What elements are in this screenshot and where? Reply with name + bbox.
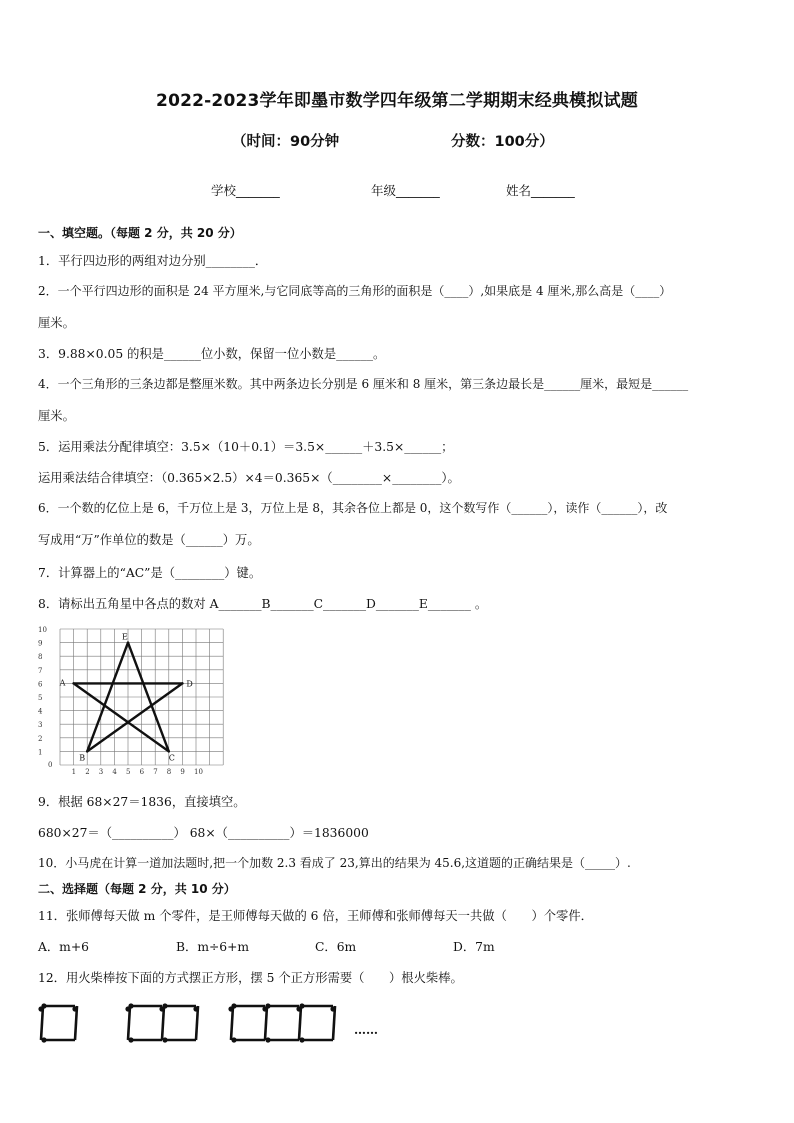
question-2-cont: 厘米。 [38,316,75,330]
school-field[interactable]: 学校_______ [211,183,280,198]
ellipsis: …… [354,1023,378,1037]
y-tick-label: 8 [38,653,43,662]
question-5b: 运用乘法结合律填空：（0.365×2.5）×4＝0.365×（________×________）。 [38,471,460,485]
y-tick-label: 6 [38,680,43,689]
star-grid-figure [36,622,241,780]
y-tick-label: 1 [38,748,43,757]
x-tick-label: 4 [112,768,117,776]
section-heading: 一、填空题。（每题 2 分，共 20 分） [38,226,242,240]
grade-field[interactable]: 年级_______ [371,183,440,198]
name-field[interactable]: 姓名_______ [506,183,575,198]
origin-label: 0 [48,761,53,769]
star-edge [87,683,182,751]
question-9: 9．根据 68×27＝1836，直接填空。 [38,795,246,809]
y-tick-label: 9 [38,639,43,648]
question-11: 11．张师傅每天做 m 个零件，是王师傅每天做的 6 倍，王师傅和张师傅每天一共做（ ）个零件． [38,909,593,923]
x-tick-label: 1 [71,768,77,776]
match-head [162,1037,167,1042]
match-head [125,1006,130,1011]
option-d[interactable]: D．7m [453,940,495,954]
y-tick-label: 10 [38,626,47,634]
page-title: 2022-2023学年即墨市数学四年级第二学期期末经典模拟试题 [156,91,638,111]
match-head [228,1006,233,1011]
match-head [162,1003,167,1008]
score-label: 分数：100分） [451,134,554,150]
y-tick-label: 7 [38,666,43,675]
match-head [265,1037,270,1042]
matchstick-figure [36,1000,396,1050]
point-label-c: C [168,753,175,763]
match-head [38,1006,43,1011]
question-2: 2．一个平行四边形的面积是 24 平方厘米,与它同底等高的三角形的面积是（____）,如果底是 4 厘米,那么高是（____） [38,284,672,298]
match-head [299,1003,304,1008]
y-tick-label: 3 [38,721,43,730]
point-label-a: A [59,678,66,688]
x-tick-label: 2 [85,768,90,776]
x-tick-label: 6 [139,768,145,776]
y-tick-label: 2 [38,734,43,743]
question-4: 4．一个三角形的三条边都是整厘米数。其中两条边长分别是 6 厘米和 8 厘米，第三条边最长是______厘米，最短是______ [38,377,689,391]
point-label-e: E [122,632,128,642]
time-label: （时间：90分钟 [232,134,340,150]
y-tick-label: 4 [38,707,43,716]
question-6-cont: 写成用“万”作单位的数是（______）万。 [38,533,260,547]
star-edge [74,683,169,751]
x-tick-label: 7 [153,768,158,776]
section-heading-2: 二、选择题（每题 2 分，共 10 分） [38,882,236,896]
match-head [193,1006,198,1011]
x-tick-label: 5 [126,768,131,776]
question-9-blanks: 680×27＝（__________） 68×（__________）＝1836000 [38,826,369,840]
point-label-d: D [186,679,193,689]
match-head [265,1003,270,1008]
option-a[interactable]: A．m+6 [38,940,89,954]
option-b[interactable]: B．m÷6+m [176,940,250,954]
x-tick-label: 3 [98,768,104,776]
question-3: 3．9.88×0.05 的积是______位小数，保留一位小数是______。 [38,347,386,361]
question-10: 10．小马虎在计算一道加法题时,把一个加数 2.3 看成了 23,算出的结果为 45.6,这道题的正确结果是（_____）. [38,856,631,870]
question-1: 1．平行四边形的两组对边分别________． [38,254,268,268]
x-tick-label: 10 [194,768,203,776]
x-tick-label: 9 [180,768,185,776]
match-head [299,1037,304,1042]
match-head [330,1006,335,1011]
option-c[interactable]: C．6m [315,940,357,954]
x-tick-label: 8 [166,768,172,776]
question-7: 7．计算器上的“AC”是（________）键。 [38,566,262,580]
question-8: 8．请标出五角星中各点的数对 A_______B_______C_______D_______E_______ 。 [38,597,488,611]
point-label-b: B [79,753,86,763]
question-4-cont: 厘米。 [38,409,75,423]
question-6: 6．一个数的亿位上是 6，千万位上是 3，万位上是 8，其余各位上都是 0，这个数写作（______），读作（______），改 [38,501,668,515]
question-5: 5．运用乘法分配律填空：3.5×（10＋0.1）＝3.5×______＋3.5×______； [38,440,454,454]
match-head [72,1006,77,1011]
y-tick-label: 5 [38,694,43,702]
question-12: 12．用火柴棒按下面的方式摆正方形，摆 5 个正方形需要（ ）根火柴棒。 [38,971,463,985]
